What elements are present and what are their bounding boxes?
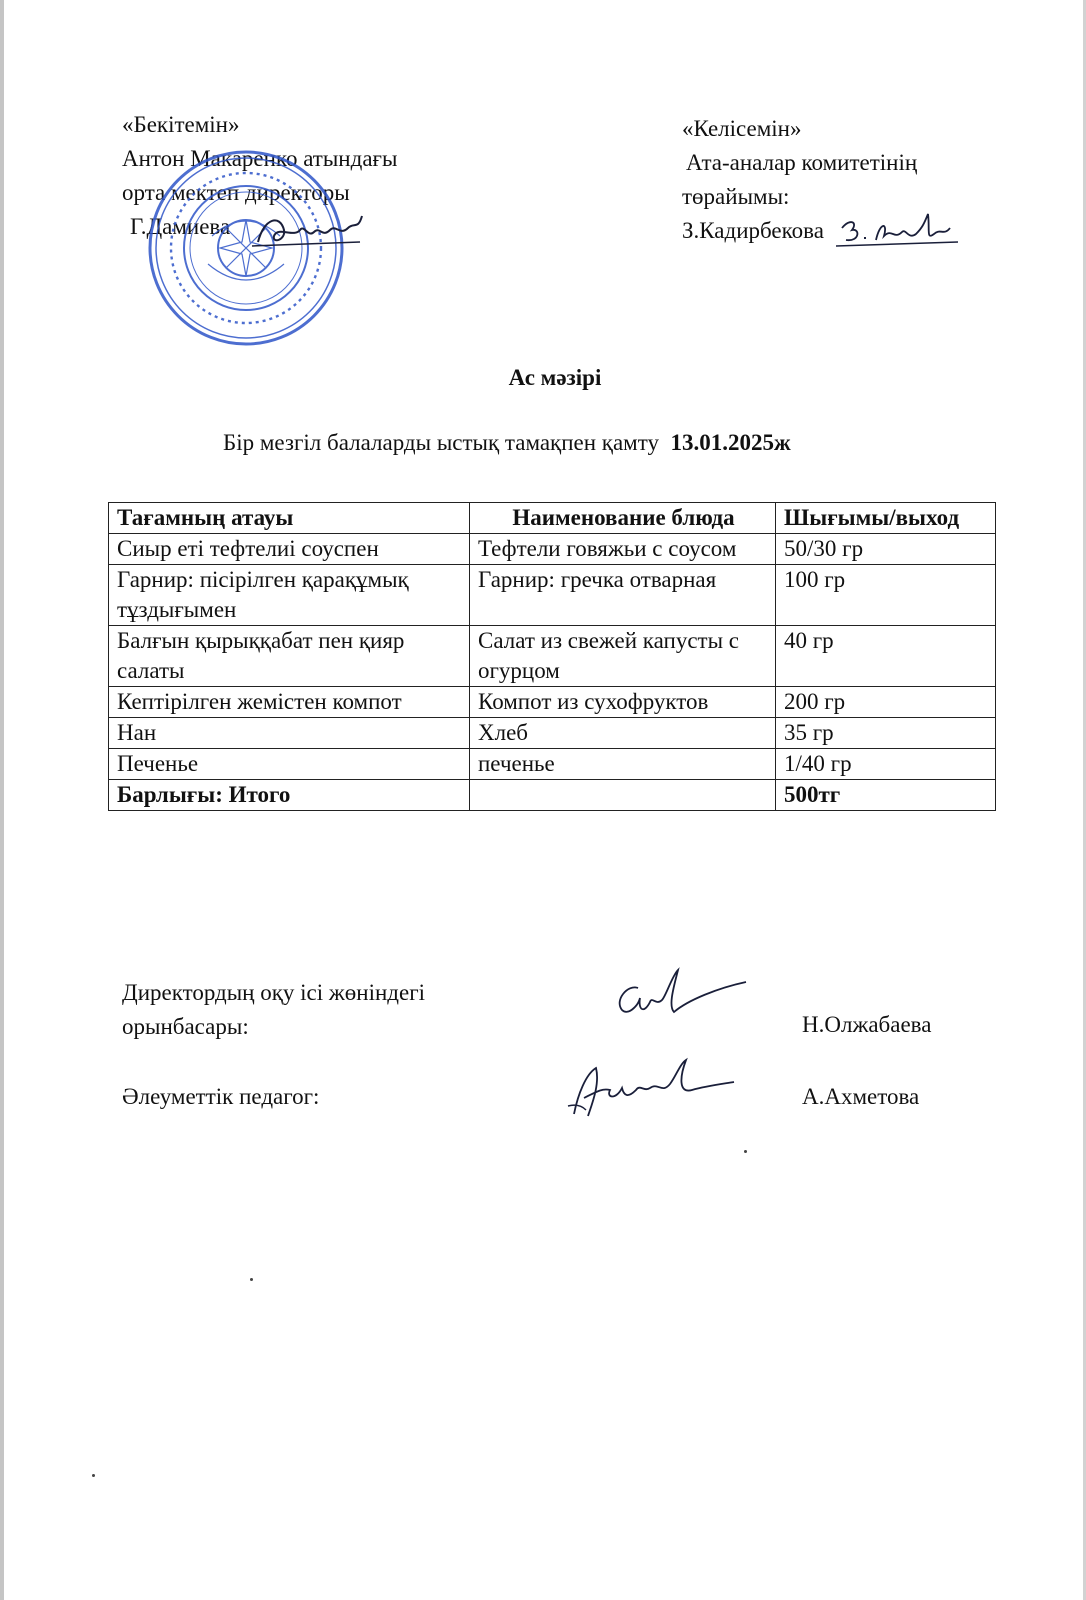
header-ru-name: Наименование блюда — [470, 503, 776, 534]
approval-right-line2: төрайымы: — [682, 184, 790, 209]
cell-ru-name: Тефтели говяжьи с соусом — [470, 534, 776, 565]
table-header-row — [109, 503, 996, 534]
scan-speck — [92, 1474, 95, 1477]
total-value: 500тг — [776, 780, 996, 811]
deputy-signature — [608, 966, 748, 1030]
table-row — [109, 687, 996, 718]
document-subtitle — [223, 430, 791, 456]
pedagogue-name: А.Ахметова — [802, 1084, 920, 1109]
approval-left-line2: орта мектеп директоры — [122, 180, 350, 205]
deputy-label — [122, 976, 425, 1044]
table-row — [109, 749, 996, 780]
committee-signature — [836, 210, 960, 250]
scan-speck — [250, 1278, 253, 1281]
cell-yield: 40 гр — [776, 626, 996, 687]
deputy-label-line1: Директордың оқу ісі жөніндегі — [122, 980, 426, 1005]
deputy-name: Н.Олжабаева — [802, 1012, 932, 1037]
table-total-row — [109, 780, 996, 811]
table-row — [109, 534, 996, 565]
approval-right-name: З.Кадирбекова — [682, 218, 824, 243]
cell-ru-name: печенье — [470, 749, 776, 780]
table-row — [109, 718, 996, 749]
cell-yield: 50/30 гр — [776, 534, 996, 565]
approval-left-title: «Бекітемін» — [122, 112, 240, 137]
scan-edge-left — [0, 0, 4, 1600]
menu-table — [108, 502, 996, 811]
total-empty — [470, 780, 776, 811]
subtitle-text: Бір мезгіл балаларды ыстық тамақпен қамту — [223, 430, 659, 455]
cell-ru-name: Салат из свежей капусты с огурцом — [470, 626, 776, 687]
cell-kk-name: Печенье — [109, 749, 470, 780]
scan-speck — [744, 1150, 747, 1153]
director-signature — [250, 208, 370, 250]
approval-left-name: Г.Дамиева — [130, 214, 231, 239]
approval-left-line1: Антон Макаренко атындағы — [122, 146, 398, 171]
cell-kk-name: Сиыр еті тефтелиі соуспен — [109, 534, 470, 565]
cell-yield: 100 гр — [776, 565, 996, 626]
cell-yield: 200 гр — [776, 687, 996, 718]
pedagogue-label: Әлеуметтік педагог: — [122, 1084, 320, 1109]
subtitle-date: 13.01.2025ж — [670, 430, 791, 455]
header-kk-name: Тағамның атауы — [109, 503, 470, 534]
header-yield: Шығымы/выход — [776, 503, 996, 534]
cell-yield: 1/40 гр — [776, 749, 996, 780]
total-label: Барлығы: Итого — [109, 780, 470, 811]
cell-ru-name: Хлеб — [470, 718, 776, 749]
cell-yield: 35 гр — [776, 718, 996, 749]
pedagogue-signature — [566, 1054, 736, 1124]
cell-ru-name: Гарнир: гречка отварная — [470, 565, 776, 626]
approval-right-title: «Келісемін» — [682, 116, 802, 141]
table-row — [109, 565, 996, 626]
table-row — [109, 626, 996, 687]
cell-kk-name: Гарнир: пісірілген қарақұмық тұздығымен — [109, 565, 470, 626]
cell-ru-name: Компот из сухофруктов — [470, 687, 776, 718]
cell-kk-name: Кептірілген жемістен компот — [109, 687, 470, 718]
approval-right-line1: Ата-аналар комитетінің — [686, 150, 918, 175]
deputy-label-line2: орынбасары: — [122, 1014, 249, 1039]
cell-kk-name: Нан — [109, 718, 470, 749]
cell-kk-name: Балғын қырыққабат пен қияр салаты — [109, 626, 470, 687]
document-title: Ас мәзірі — [508, 365, 602, 390]
